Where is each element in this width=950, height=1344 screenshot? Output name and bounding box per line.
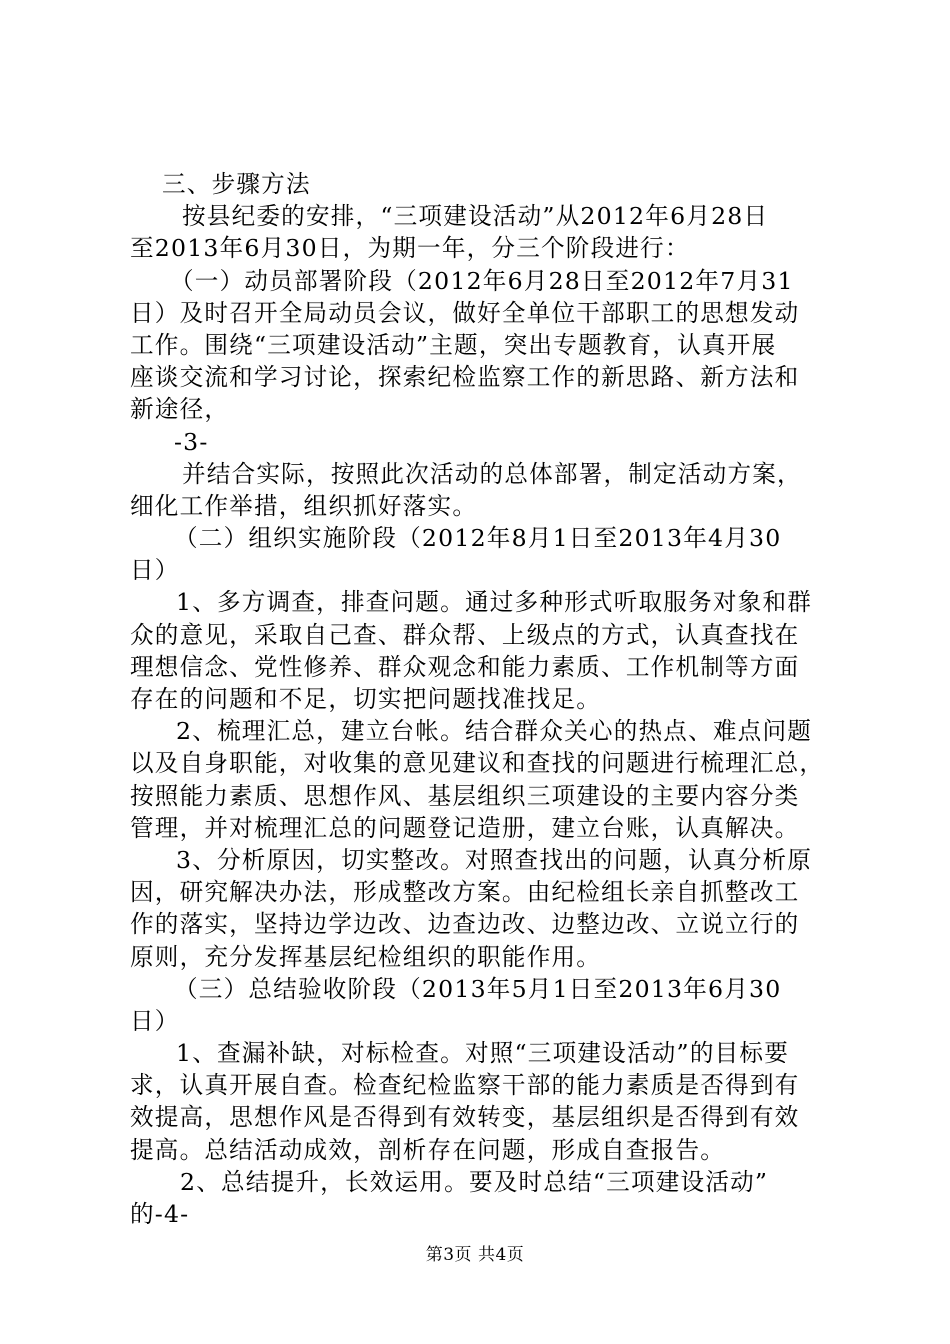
text-line: 的-4- xyxy=(130,1200,190,1228)
text-line: 管理，并对梳理汇总的问题登记造册，建立台账，认真解决。 xyxy=(130,813,800,842)
text-line: 以及自身职能，对收集的意见建议和查找的问题进行梳理汇总， xyxy=(130,749,825,778)
text-line: 三、步骤方法 xyxy=(162,170,311,198)
document-body xyxy=(130,168,830,1230)
text-line: 日）及时召开全局动员会议，做好全单位干部职工的思想发动 xyxy=(130,298,800,327)
text-line: 作的落实，坚持边学边改、边查边改、边整边改、立说立行的 xyxy=(130,910,800,939)
text-line: 求，认真开展自查。检查纪检监察干部的能力素质是否得到有 xyxy=(130,1071,800,1100)
text-line: 并结合实际，按照此次活动的总体部署，制定活动方案， xyxy=(182,459,802,488)
text-line: 日） xyxy=(130,556,180,585)
text-line: 理想信念、党性修养、群众观念和能力素质、工作机制等方面 xyxy=(130,652,800,681)
text-line: 新途径， xyxy=(130,395,230,424)
text-line: 座谈交流和学习讨论，探索纪检监察工作的新思路、新方法和 xyxy=(130,363,800,392)
text-line: 至2013年6月30日，为期一年，分三个阶段进行： xyxy=(130,234,690,263)
text-line: 效提高，思想作风是否得到有效转变，基层组织是否得到有效 xyxy=(130,1103,800,1132)
text-line: （二）组织实施阶段（2012年8月1日至2013年4月30 xyxy=(174,524,782,553)
text-line: 提高。总结活动成效，剖析存在问题，形成自查报告。 xyxy=(130,1135,726,1164)
text-line: （三）总结验收阶段（2013年5月1日至2013年6月30 xyxy=(174,974,782,1003)
text-line: 1、多方调查，排查问题。通过多种形式听取服务对象和群 xyxy=(176,588,813,617)
text-line: （一）动员部署阶段（2012年6月28日至2012年7月31 xyxy=(170,266,794,295)
text-line: 工作。围绕“三项建设活动”主题，突出专题教育，认真开展 xyxy=(130,330,777,359)
text-line: 按照能力素质、思想作风、基层组织三项建设的主要内容分类 xyxy=(130,781,800,810)
text-line: 众的意见，采取自己查、群众帮、上级点的方式，认真查找在 xyxy=(130,620,800,649)
text-line: 细化工作举措，组织抓好落实。 xyxy=(130,491,478,520)
text-line: -3- xyxy=(174,427,209,456)
page-footer: 第3页 共4页 xyxy=(425,1245,525,1265)
text-line: 因，研究解决办法，形成整改方案。由纪检组长亲自抓整改工 xyxy=(130,878,800,907)
text-line: 原则，充分发挥基层纪检组织的职能作用。 xyxy=(130,942,602,971)
text-line: 2、总结提升，长效运用。要及时总结“三项建设活动” xyxy=(180,1167,769,1196)
text-line: 存在的问题和不足，切实把问题找准找足。 xyxy=(130,685,602,713)
text-line: 按县纪委的安排，“三项建设活动”从2012年6月28日 xyxy=(182,202,769,231)
text-line: 2、梳理汇总，建立台帐。结合群众关心的热点、难点问题 xyxy=(176,717,813,746)
text-line: 3、分析原因，切实整改。对照查找出的问题，认真分析原 xyxy=(176,845,813,874)
text-line: 1、查漏补缺，对标检查。对照“三项建设活动”的目标要 xyxy=(176,1039,789,1068)
text-line: 日） xyxy=(130,1006,180,1035)
